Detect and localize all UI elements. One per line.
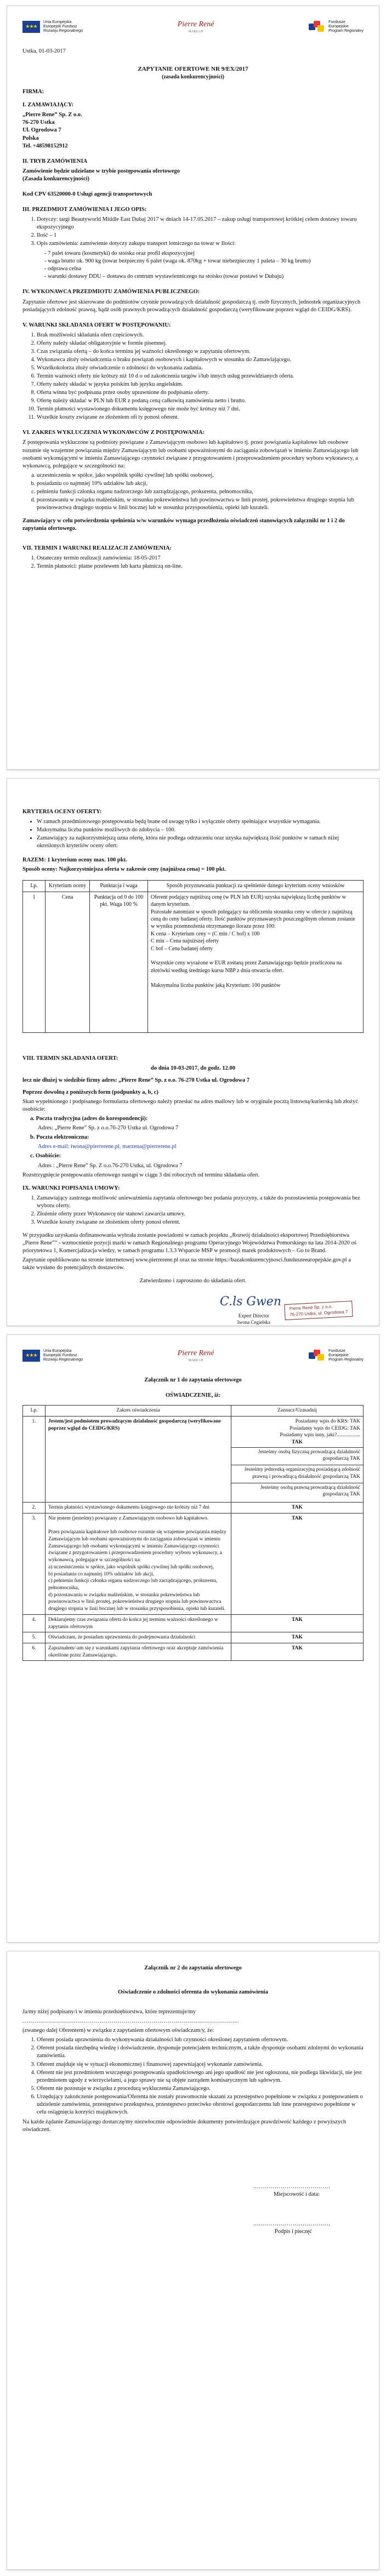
fund-mark-icon [309,1350,325,1362]
option-c: c. Osobiście: [30,1153,61,1160]
delivery-options [22,1115,364,1169]
pierre-logo-sub: MAKE UP [188,30,203,34]
signature-role: Expert Director [238,1313,269,1319]
attachment-2-lead: (zwanego dalej Oferentem) w związku z zapytaniem ofertowym oświadczam/y, że: [22,2027,214,2034]
table-cell: 6. [23,1643,46,1660]
answer-line: Jesteśmy jednostką organizacyjną posiadającą zdolność prawną i prowadzącą działalność gospodarczą TAK [231,1465,363,1481]
company-stamp-icon [284,1301,353,1321]
forms-line: Poprzez dowolną z poniższych form (podpunkty a, b, c) [22,1089,158,1096]
blank-line: ....................................... [253,2221,331,2227]
section-termin-realizacji: VII. TERMIN I WARUNKI REALIZACJI ZAMÓWIENIA: [22,545,172,552]
table-row [23,1513,364,1614]
answer-line: TAK [231,1632,364,1643]
signature-block [22,1294,364,1326]
answer-line: TAK [231,1614,364,1632]
table-row [23,892,364,1032]
umowa-list [22,1195,364,1226]
place-date-label: Miejscowość i data: [274,2191,320,2198]
list-item: 3. Czas związania ofertą – do końca terminu jej ważności określonego w zapytaniu ofertowym. [37,348,364,356]
list-item: 10. Termin płatności wystawionego dokumentu księgowego nie może być krótszy niż 7 dni. [37,405,364,413]
answer-line: TAK [231,1513,364,1614]
zdolnosc-list [22,2036,364,2116]
wykluczenia-note: Zamawiający w celu potwierdzenia spełnienia w/w warunków wymaga przedłożenia oświadczeń stanowiących załączniki nr 1 i 2 do zapytania ofertowego. [22,518,345,532]
table-row [23,1503,364,1513]
list-item: 2. Oferent posiada niezbędną wiedzę i doświadczenie, dysponuje potencjałem technicznym, a także dysponuje osobami zdolnymi do wykonania zamówienia. [37,2044,364,2060]
place-date-field[interactable] [22,2183,364,2198]
section-przedmiot: III. PRZEDMIOT ZAMÓWIENIA I JEGO OPIS: [22,206,147,213]
table-row [23,1643,364,1660]
list-item: 1. Oferent posiada uprawnienia do wykonywania działalności lub czynności określonej zapytaniem ofertowym. [37,2036,364,2044]
deadline-line: do dnia 10-03-2017, do godz. 12.00 [150,1065,236,1071]
table-cell: Zapoznałem/-am się z warunkami zapytania ofertowego oraz akceptuje zamówienia określone przez Zamawiającego. [46,1643,231,1660]
document-subtitle: (zasada konkurencyjności) [162,73,224,80]
tryb-line-1: Zamówienie będzie udzielane w trybie postępowania ofertowego [22,168,180,174]
option-b: b. Poczta elektroniczna: [30,1134,89,1141]
section-warunki: V. WARUNKI SKŁADANIA OFERT W POSTĘPOWANIU: [22,322,171,328]
stamp-text: Pierre René Sp. z o.o. 76-270 Ustka, ul. Ogrodowa 7 [289,1304,348,1317]
list-item: 5. Oferent nie pozostaje w związku z procedurą wykluczenia Zamawiającego. [37,2085,364,2093]
table-header: Lp. [23,881,46,892]
option-b-email[interactable]: Adres e-mail: iwona@pierrerene.pl, marzena@pierrerene.pl [38,1144,177,1150]
list-item: 1. Brak możliwości składania ofert częściowych. [37,332,364,339]
list-item: • W ramach przedmiotowego postępowania będą brane od uwagę tylko i wyłącznie oferty spełniające wszystkie wymagania. [37,818,364,826]
eu-label: Unia Europejska Europejski Fundusz Rozwoju Regionalnego [43,20,83,33]
cpv-code: Kod CPV 63520000-0 Usługi agencji transportowych [22,191,152,197]
list-item: 1. Zamawiający zastrzega możliwość unieważnienia zapytania ofertowego bez podania przyczyny, a także do pozostawienia postępowania bez wyboru oferty. [37,1195,364,1210]
umowa-note-2: Zapytanie opublikowano na stronie internetowej www.pierrerene.pl oraz na stronie https://bazakonkurencyjnosci.funduszeeuropejskie.gov.pl a także wysłano do potencjalnych dostawców. [22,1257,351,1271]
table-row [23,1614,364,1632]
blank-line: ....................................... [253,2184,331,2190]
list-item: • Zamawiający za najkorzystniejszą uzna ofertę, która nie podlega odrzuceniu oraz uzyska największą ilość punktów w ramach niżej określonych kryteriów oceny ofert: [37,835,364,850]
attachment-2-heading: Oświadczenie o zdolności oferenta do wykonania zamówienia [118,1989,268,1996]
table-cell: Cena [46,892,90,1032]
list-item: 2. Oferty należy składać obligatoryjnie w formie pisemnej. [37,340,364,347]
list-item: 3. Oferent znajduje się w sytuacji ekonomicznej i finansowej zapewniającej wykonanie zamówienia. [37,2061,364,2069]
list-item: 4. Oferent nie jest przedmiotem wszczętego postępowania upadłościowego ani jego upadłość nie jest ogłoszona, nie podlega likwidacji, nie jest przedmiotem ugody z wierzycielami, a jego sprawy nie są objęte zarządem komisarycznym lub sądowym. [37,2069,364,2084]
blank-line[interactable]: ............................................................................................................. [22,2018,240,2025]
wykonawca-text: Zapytanie ofertowe jest skierowane do podmiotów czynnie prowadzących działalność gospodarczą tj. osób fizycznych, jednostek organizacyjnych posiadających zdolność prawną, bądź osób prawnych prowadzących działalność gospodarczą (weryfikowane poprzez wgląd do CEIDG/KRS). [22,299,361,313]
table-cell: 5. [23,1632,46,1643]
eu-flag-icon: ★★★ [22,21,40,33]
section-firma: FIRMA: [22,89,44,95]
signature-icon: C.ls Gwen [220,1295,281,1309]
section-kryteria: KRYTERIA OCENY OFERTY: [22,809,102,815]
rozstrzygniecie-text: Rozstrzygnięcie postępowania ofertowego nastąpi w ciągu 3 dni roboczych od terminu składania ofert. [22,1172,260,1178]
table-cell: 1. [23,1416,46,1502]
section-wykonawca: IV. WYKONAWCA PRZEDMIOTU ZAMÓWIENIA PUBLICZNEGO: [22,289,200,295]
table-row [23,1416,364,1502]
list-item: b. posiadaniu co najmniej 10% udziałów lub akcji, [37,480,364,488]
answer-line: TAK [292,1440,303,1445]
list-item: 6. Urzędujący zakończenie postępowania/Oferenta nie zostały prawomocnie skazani za przestępstwo popełnione w związku z postępowaniem o udzielenie zamówienia, przestępstwo przekupstwa, przestępstwo przeciwko obrotowi gospodarczemu lub inne przestępstwo popełnione w celu osiągnięcia korzyści majątkowych. [37,2093,364,2116]
pierre-logo-sub: MAKE UP [188,1359,203,1363]
page-2 [7,778,379,1326]
przedmiot-sublist [22,250,364,281]
list-item: 2. Ilość – 1 [37,232,364,239]
address-line: „Pierre Rene” Sp. Z o.o. [22,112,82,118]
page-4 [7,1951,379,2570]
attachment-1-title: Załącznik nr 1 do zapytania ofertowego [144,1377,242,1383]
criteria-table [22,880,364,1032]
warunki-list [22,332,364,422]
list-item: - odprawa celna [44,266,82,272]
section-tryb: II. TRYB ZAMÓWIENIA [22,158,88,164]
signature-field[interactable] [22,2220,364,2236]
wykluczenia-list [22,472,364,512]
page-1 [7,5,379,770]
fund-logo [309,1349,364,1362]
option-a: a. Poczta tradycyjna (adres do korespondencji): [30,1116,148,1122]
list-item: 9. Ofertę należy składać w PLN lub EUR z podaną ceną całkowitą zamówienia netto i brutto. [37,397,364,405]
list-item: c. pełnieniu funkcji członka organu nadzorczego lub zarządzającego, prokurenta, pełnomocnika, [37,488,364,496]
table-header: Sposób przyznawania punktacji za spełnienie danego kryterium oceny wniosków [148,881,364,892]
option-c-address: Adres : „Pierre Rene” Sp. Z o.o.76-270 Ustka, ul. Ogrodowa 7 [38,1162,183,1169]
przedmiot-list [22,216,364,248]
attachment-1-heading: OŚWIADCZENIE, iż: [165,1392,221,1399]
forms-text: Skan wypełnionego i podpisanego formularza ofertowego należy przesłać na adres mailowy lub w oryginale pocztą listowną/kurierską lub złożyć osobiście: [22,1099,359,1113]
list-item: a. uczestniczeniu w spółce, jako wspólnik spółki cywilnej lub spółki osobowej, [37,472,364,479]
address-line: 76-270 Ustka [22,119,55,126]
pierre-rene-logo [178,20,214,35]
fund-mark-icon [309,21,325,33]
declaration-table [22,1405,364,1661]
document-title: ZAPYTANIE OFERTOWE NR 9/EX/2017 [138,66,248,73]
attachment-2-title: Załącznik nr 2 do zapytania ofertowego [144,1965,242,1971]
signature-caption [237,1312,270,1326]
table-cell: Nie jestem (jesteśmy) powiązany z Zamawiającym osobowo lub kapitałowo. Przez powiązania kapitałowe lub osobowe rozumie się wzajemne powiązania między Zamawiającym lub osobami upoważnionymi do zaciągania zobowiązań w imieniu Zamawiającego lub osobami wykonującymi w imieniu Zamawiającego czynności związane z przygotowaniem i przeprowadzeniem procedury wyboru wykonawcy, a wykonawcą, polegające w szczególności na: a) uczestniczeniu w spółce, jako wspólnik spółki cywilnej lub spółki osobowej, b) posiadaniu co najmniej 10% udziałów lub akcji, c) pełnieniu funkcji członka organu nadzorczego lub zarządzającego, prokurenta, pełnomocnika, d) pozostawaniu w związku małżeńskim, w stosunku pokrewieństwa lub powinowactwa w linii prostej, pokrewieństwa drugiego stopnia lub powinowactwa drugiego stopnia w linii bocznej lub w stosunku przysposobienia, opieki lub kurateli. [46,1513,231,1614]
umowa-note: W przypadku uzyskania dofinansowania wybrała zostanie powiadomi w ramach projektu „Rozwój działalności eksportowej Przedsiębiorstwa „Pierre Rene”” - wzmocnienie pozycji marki w ramach Regionalnego programu Operacyjnego Województwa Pomorskiego na lata 2014-2020 oś priorytetowa 1, Komercjalizacja wiedzy, w ramach programu 1.3.3 Wsparcie MSP w promocji marek produktowych – Go to Brand. [22,1232,356,1254]
answer-line: Jesteśmy osobą prawną prowadzącą działalność gospodarczą TAK [231,1483,363,1499]
kryteria-list [22,818,364,850]
eu-logo [22,20,83,33]
eu-logo [22,1349,83,1362]
table-cell: 2. [23,1503,46,1513]
closing-line: Zatwierdzono i zaproszono do składania ofert. [139,1278,247,1284]
answer-cell [231,1416,364,1502]
pierre-logo-text: Pierre René [177,20,214,28]
table-cell: Jestem/jest podmiotem prowadzącym działalność gospodarczą (weryfikowane poprzez wgląd do CEIDG/KRS) [46,1416,231,1502]
sposob-line: Sposób oceny: Najkorzystniejsza oferta w zakresie ceny (najniższa cena) = 100 pkt. [22,866,226,873]
table-row [23,1632,364,1643]
wykluczenia-text: Z postępowania wykluczone są podmioty powiązane z Zamawiającym osobowo lub kapitałowo tj. przez powiązania kapitałowe lub osobowe rozumie się wzajemne powiązania między Zamawiającym lub osobami upoważnionymi do zaciągania zobowiązań w imieniu Zamawiającego lub osobami wykonującymi w imieniu Zamawiającego czynności związane z przygotowaniem i przeprowadzeniem procedury wyboru wykonawcy, a wykonawcą, polegające w szczególności na: [22,439,359,469]
list-item: - waga brutto ok. 900 kg (towar bezpieczny 6 palet (waga ok. 870kg + towar niebezpieczny 1 paleta – 30 kg brutto) [44,258,311,265]
eu-flag-icon: ★★★ [22,1350,40,1362]
signature-label: Podpis i pieczęć [274,2229,312,2235]
fund-label: Fundusze Europejskie Program Regionalny [328,20,364,33]
siedziba-line: lecz nie dłużej w siedzibie firmy adres: „Pierre Rene” Sp. z o.o. 76-270 Ustka ul. Ogrodowa 7 [22,1077,250,1083]
pierre-logo-text: Pierre René [177,1349,214,1357]
fund-label: Fundusze Europejskie Program Regionalny [328,1349,364,1362]
table-header: Zaznacz/Uzasadnij [231,1406,364,1416]
page-3 [7,1334,379,1943]
list-item: 5. Wszelkokolorza złoży oświadczenie o zdolności do wykonania zadania. [37,364,364,372]
answer-line: TAK [231,1643,364,1660]
address-line: Ul. Ogrodowa 7 [22,127,61,134]
list-item: d. pozostawaniu w związku małżeńskim, w stosunku pokrewieństwa lub powinowactwa w linii prostej, pokrewieństwa drugiego stopnia lub powinowactwa drugiego stopnia w linii bocznej lub w stosunku przysposobienia, opieki lub kurateli. [37,496,364,512]
table-header: Zakres oświadczenia [46,1406,231,1416]
table-cell: Oświadczam, że posiadam uprawnienia do podejmowania działalności [46,1632,231,1643]
answer-line: TAK [231,1503,364,1513]
list-item: 11. Wszelkie koszty związane ze złożeniem ofi ty ponosi oferent. [37,414,364,421]
signature-name: Iwona Cegielska [237,1320,270,1326]
pierre-rene-logo [178,1349,214,1363]
list-item: 7. Oferty należy składać w języku polskim lub języku angielskim. [37,381,364,389]
list-item: - warunki dostawy DDU – dostawa do centrum wystawienniczego na stoisko (towar postawi w Dubaju) [44,273,284,280]
address-line: Polska [22,135,39,141]
list-item: 3. Opis zamówienia: zamówienie dotyczy zakupu transport lotniczego na towar w Ilości: [37,240,364,248]
table-cell: Termin płatności wystawionego dokumentu księgowego nie krótszy niż 7 dni [46,1503,231,1513]
zamawiajacy-address [22,111,364,150]
table-cell: 4. [23,1614,46,1632]
table-cell: Punktacja od 0 do 100 pkt. Waga 100 % [90,892,148,1032]
logo-bar [22,1343,364,1369]
list-item: • Maksymalna liczba punktów możliwych do zdobycia – 100. [37,826,364,834]
list-item: 1. Ostateczny termin realizacji zamówienia: 18-05-2017 [37,555,364,562]
answer-line: Posiadamy wpis do CEIDG: TAK [290,1425,360,1431]
answer-line: Posiadamy wpis do KRS: TAK [295,1418,360,1424]
address-line: Tel. +48598152912 [22,142,68,149]
eu-label: Unia Europejska Europejski Fundusz Rozwoju Regionalnego [43,1349,83,1362]
table-header: Lp. [23,1406,46,1416]
table-header: Kryterium oceny [46,881,90,892]
table-cell: 3. [23,1513,46,1614]
answer-line: Posiadamy wpis inny, jaki?.................. [280,1432,360,1438]
section-zamawiajacy: I. ZAMAWIAJĄCY: [22,102,73,108]
list-item: 6. Termin ważności oferty nie krótszy niż 10 d o od zakończenia targów i/lub innych usług przewidzianych oferta. [37,373,364,380]
list-item: 8. Oferta winna być podpisana przez osoby uprawnione do podpisania oferty. [37,389,364,397]
table-header: Punktacja i waga [90,881,148,892]
tryb-line-2: (Zasada konkurencyjności) [22,175,90,182]
answer-line: Jesteśmy osobą fizyczną prowadzącą działalność gospodarczą TAK [231,1447,363,1464]
document-date: Ustka, 01-03-2017 [22,48,66,54]
attachment-2-intro: Ja/my niżej podpisany/i w imieniu przedsiębiorstwa, które reprezentuje/my [22,2009,196,2015]
list-item: 3. Wszelkie koszty związane ze złożeniem oferty ponosi oferent. [37,1219,364,1226]
attachment-2-note: Na każde żądanie Zamawiającego dostarczę/my niezwłocznie odpowiednie dokumenty potwierdzające prawdziwość każdego z powyższych oświadczeń. [22,2118,347,2133]
list-item: 4. Wykonawca złoży oświadczenia o braku powiązań osobowych i kapitałowych w stosunku do Zamawiającego. [37,356,364,364]
logo-bar [22,14,364,40]
list-item: 2. Złożenie oferty przez Wykonawcę nie stanowi zawarcia umowy. [37,1210,364,1218]
section-termin-skladania: VIII. TERMIN SKŁADANIA OFERT: [22,1055,118,1061]
realizacja-list [22,555,364,570]
table-cell: Deklarujemy czas związania oferta do końca jej terminu ważności określonego w zapytaniu ofertowym [46,1614,231,1632]
section-umowa: IX. WARUNKI POPISANIA UMOWY: [22,1185,120,1191]
list-item: 2. Termin płatności: płatne przelewem lub karta płatniczą on-line. [37,563,364,570]
razem-line: RAZEM: 1 kryterium oceny max. 100 pkt. [22,857,127,864]
section-wykluczenia: VI. ZAKRES WYKLUCZENIA WYKONAWCÓW Z POSTĘPOWANIA: [22,430,205,436]
table-cell: 1 [23,892,46,1032]
table-cell: Oferent podający najniższą cenę (w PLN lub EUR) uzyska największą liczbę punktów w danym kryterium. Pozostałe natomiast w sposób polegający na obliczeniu stosunku ceny w ofercie z najniższą ceną do ceny badanej oferty. Ilość punktów przyznawanych poszczególnym ofertom zostanie w wyniku przemnożenia otrzymanego ilorazu przez 100: K cena – Kryterium ceny = (C min / C bof) x 100 C min – Cena najniższej oferty C bof – Cena badanej oferty Wszystkie ceny wyrażone w EUR zostaną przez Zamawiającego będzie przeliczona na złotówki według średniego kursu NBP z dnia otwarcia ofert. Maksymalna liczba punktów jaką Kryterium: 100 punktów [148,892,364,1032]
list-item: - 7 palet towaru (kosmetyki) do stoiska oraz profil ekspozycyjnej [44,250,195,257]
fund-logo [309,20,364,33]
option-a-address: Adres: „Pierre Rene” Sp. z o.o.76-270 Ustka ul. Ogrodowa 7 [38,1125,179,1132]
list-item: 1. Dotyczy: targi Beautyworld Middle East Dubaj 2017 w dniach 14-17.05.2017 – zakup usługi transportowej krótkiej celem dostawy towaru ekspozycyjnego [37,216,364,231]
